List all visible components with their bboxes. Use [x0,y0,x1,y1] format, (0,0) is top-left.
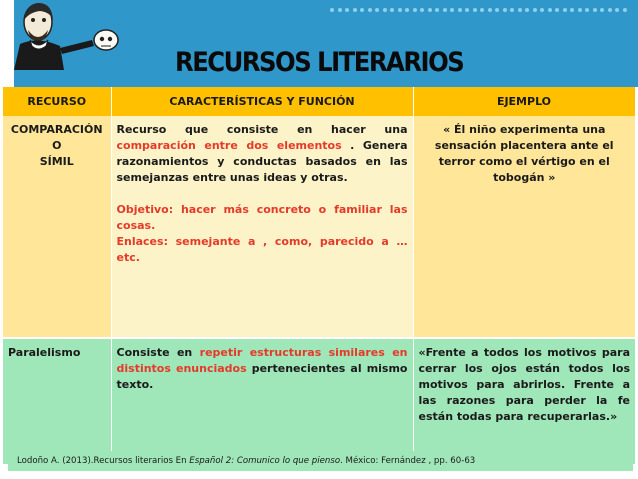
decorative-dot [585,8,589,12]
decorative-dot [443,8,447,12]
description-highlight: comparación entre dos elementos [116,139,342,152]
decorative-dot [503,8,507,12]
objective-text: Objetivo: hacer más concreto o familiar las cosas. [116,203,408,232]
citation-text: Lodoño A. (2013).Recursos literarios En [17,456,190,466]
table-row [3,338,635,464]
header-caracteristicas: CARACTERÍSTICAS Y FUNCIÓN [111,87,413,116]
decorative-dot [473,8,477,12]
decorative-dot [465,8,469,12]
cell-recurso: Paralelismo [3,338,111,464]
decorative-dot [555,8,559,12]
decorative-dot [390,8,394,12]
recurso-line: COMPARACIÓN [10,123,103,136]
decorative-dot [480,8,484,12]
decorative-dot [428,8,432,12]
decorative-dot [578,8,582,12]
shakespeare-figure-icon [0,0,150,70]
header-ejemplo: EJEMPLO [413,87,635,116]
description-text: pertenecientes al mismo texto. [116,362,408,391]
decorative-dot [450,8,454,12]
decorative-dot [608,8,612,12]
recurso-line: SÍMIL [39,155,74,168]
cell-description [111,116,413,338]
decorative-dot [330,8,334,12]
decorative-dot [338,8,342,12]
decorative-dot [435,8,439,12]
literary-resources-table [3,87,636,464]
decorative-dot [623,8,627,12]
decorative-dot [413,8,417,12]
description-highlight: repetir estructuras similares en distintos enunciados [116,346,408,375]
decorative-dot [368,8,372,12]
decorative-dot [593,8,597,12]
decorative-dot [548,8,552,12]
decorative-dot [563,8,567,12]
cell-example: «Frente a todos los motivos para cerrar los ojos están todos los motivos para abrirlos. Frente a las razones para perder la fe están todas para recuperarlas.» [413,338,635,464]
citation-text: . México: Fernández , pp. 60-63 [340,456,476,466]
cell-example: « Él niño experimenta una sensación placentera ante el terror como el vértigo en el tobogán » [413,116,635,338]
decorative-dot [375,8,379,12]
decorative-dot [345,8,349,12]
citation-book-title: Español 2: Comunico lo que pienso [189,456,341,466]
decorative-dot [353,8,357,12]
decorative-dot [398,8,402,12]
decorative-dot [570,8,574,12]
slide-title: RECURSOS LITERARIOS [175,47,464,78]
table-row [3,116,635,338]
cell-recurso [3,116,111,338]
decorative-dot [420,8,424,12]
header-recurso: RECURSO [3,87,111,116]
decorative-dot [540,8,544,12]
decorative-dot [518,8,522,12]
description-text: Consiste en [116,346,200,359]
decorative-dot [405,8,409,12]
citation-footer [8,451,633,471]
description-text: Recurso que consiste en hacer una [116,123,408,136]
decorative-dot [600,8,604,12]
decorative-dot [510,8,514,12]
decorative-dot [533,8,537,12]
decorative-dot [383,8,387,12]
decorative-dot [525,8,529,12]
decorative-dot [458,8,462,12]
cell-description [111,338,413,464]
links-text: Enlaces: semejante a , como, parecido a … etc. [116,235,408,264]
recurso-line: O [52,139,62,152]
table-header-row [3,87,635,116]
decorative-dot [615,8,619,12]
description-text: . Genera razonamientos y conductas basados en las semejanzas entre unas ideas y otras. [116,139,408,184]
decorative-dots [330,8,630,14]
decorative-dot [495,8,499,12]
decorative-dot [488,8,492,12]
decorative-dot [360,8,364,12]
